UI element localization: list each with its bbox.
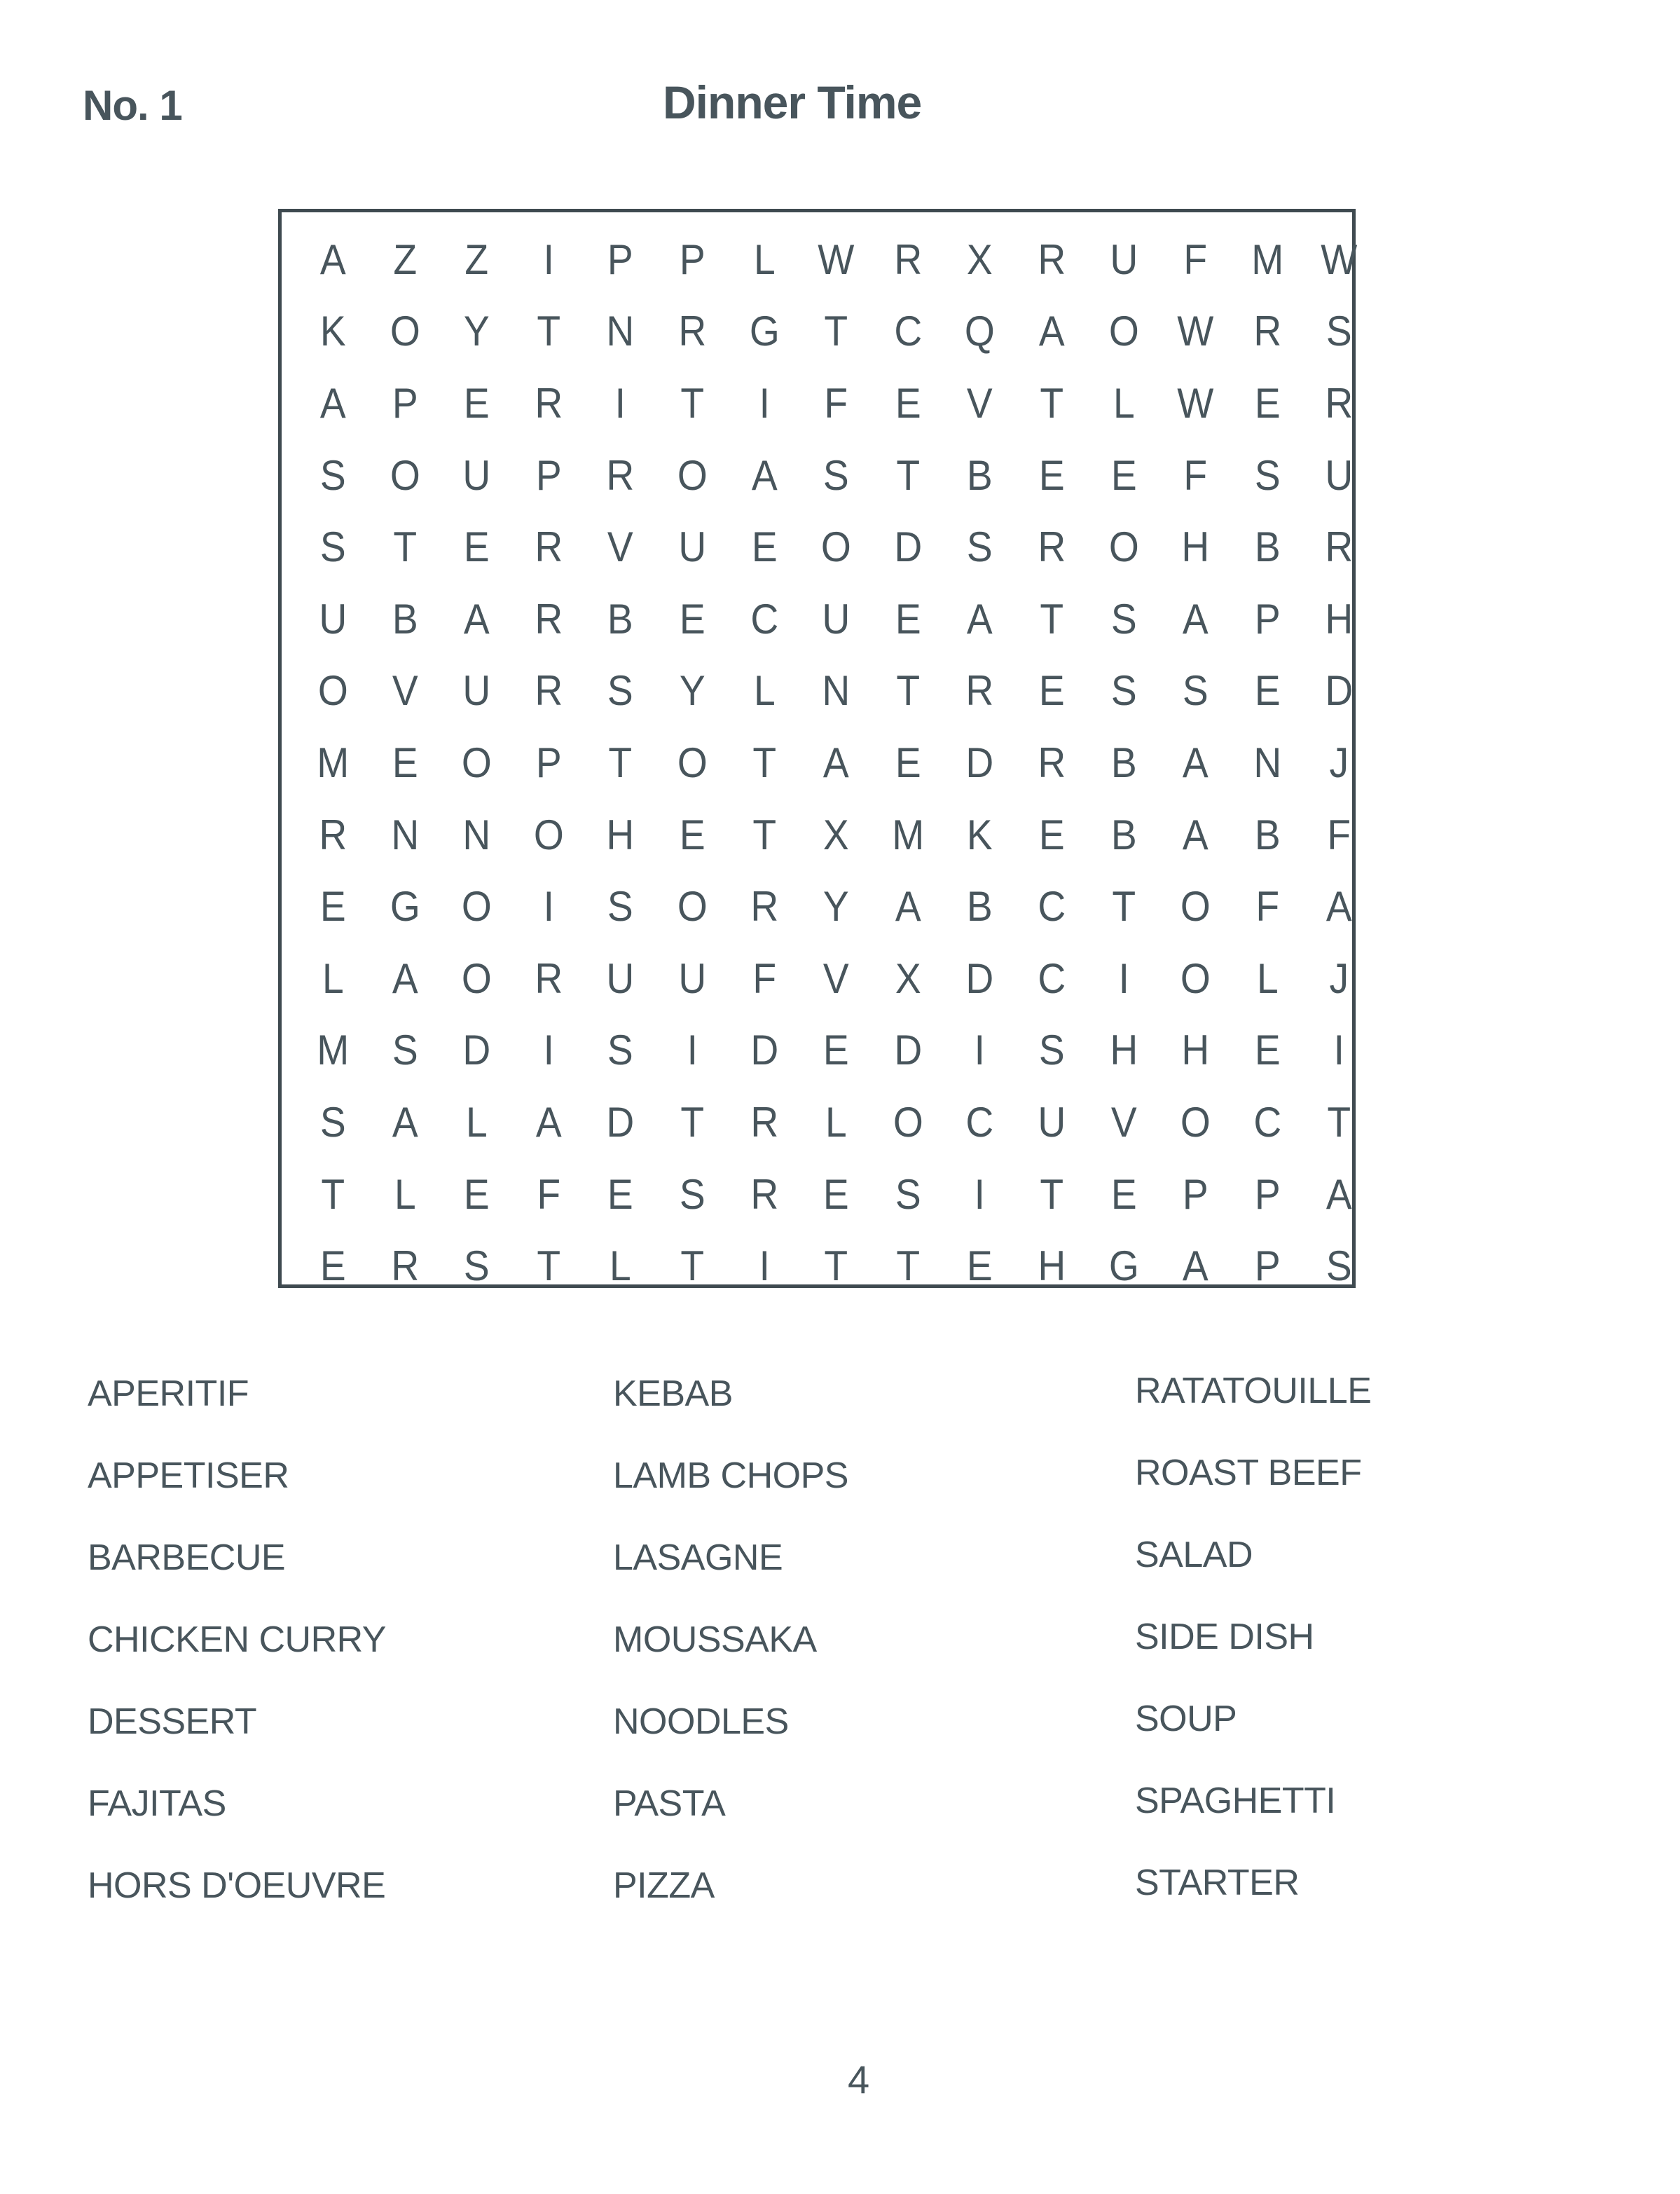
grid-cell: R: [606, 451, 635, 499]
grid-cell: I: [543, 883, 554, 931]
grid-cell: H: [1109, 1027, 1138, 1074]
grid-cell: A: [392, 1098, 418, 1146]
grid-cell: U: [678, 523, 707, 571]
letter-grid: [297, 224, 1375, 1302]
grid-cell: P: [392, 379, 418, 427]
grid-cell: B: [967, 451, 993, 499]
grid-cell: X: [967, 235, 993, 283]
grid-cell: E: [319, 883, 346, 931]
grid-cell: G: [749, 308, 780, 355]
grid-cell: A: [895, 883, 921, 931]
grid-cell: T: [824, 1242, 848, 1290]
grid-cell: D: [606, 1098, 635, 1146]
grid-cell: R: [1253, 308, 1281, 355]
grid-cell: L: [466, 1098, 488, 1146]
grid-cell: S: [607, 883, 634, 931]
grid-cell: P: [1254, 1170, 1281, 1218]
grid-cell: S: [1038, 1027, 1065, 1074]
grid-cell: A: [319, 379, 346, 427]
grid-cell: O: [317, 667, 348, 715]
grid-cell: Y: [679, 667, 705, 715]
grid-cell: B: [607, 595, 634, 643]
grid-cell: I: [543, 235, 554, 283]
grid-cell: C: [894, 308, 922, 355]
grid-cell: S: [1326, 308, 1353, 355]
grid-cell: O: [390, 308, 420, 355]
grid-cell: R: [319, 811, 347, 858]
grid-cell: L: [825, 1098, 847, 1146]
grid-cell: M: [1251, 235, 1284, 283]
grid-cell: D: [1325, 667, 1354, 715]
grid-cell: E: [392, 739, 418, 786]
grid-cell: E: [823, 1170, 849, 1218]
grid-cell: W: [1321, 235, 1358, 283]
grid-cell: R: [750, 883, 778, 931]
grid-cell: O: [462, 739, 492, 786]
grid-cell: S: [319, 451, 346, 499]
grid-cell: A: [1326, 1170, 1353, 1218]
grid-cell: E: [823, 1027, 849, 1074]
grid-cell: R: [1325, 379, 1354, 427]
grid-cell: O: [462, 954, 492, 1002]
grid-cell: B: [1254, 811, 1281, 858]
grid-cell: T: [608, 739, 633, 786]
grid-cell: R: [535, 379, 563, 427]
grid-cell: U: [606, 954, 635, 1002]
grid-cell: S: [1110, 667, 1137, 715]
grid-cell: V: [392, 667, 418, 715]
grid-cell: E: [967, 1242, 993, 1290]
word-search-grid-box: [278, 209, 1356, 1288]
grid-cell: S: [1254, 451, 1281, 499]
word-item: SALAD: [1135, 1535, 1253, 1575]
grid-cell: R: [678, 308, 707, 355]
grid-cell: T: [1111, 883, 1136, 931]
grid-cell: Q: [965, 308, 996, 355]
word-item: NOODLES: [613, 1701, 789, 1742]
grid-cell: C: [750, 595, 778, 643]
grid-cell: E: [895, 739, 921, 786]
grid-cell: C: [1038, 954, 1066, 1002]
grid-cell: S: [607, 667, 634, 715]
word-item: SPAGHETTI: [1135, 1781, 1336, 1821]
grid-cell: U: [319, 595, 347, 643]
grid-cell: W: [1177, 308, 1214, 355]
grid-cell: T: [537, 308, 560, 355]
grid-cell: R: [1325, 523, 1354, 571]
grid-cell: T: [321, 1170, 345, 1218]
grid-cell: R: [1038, 523, 1066, 571]
grid-cell: U: [1325, 451, 1354, 499]
grid-cell: E: [464, 379, 490, 427]
grid-cell: E: [464, 523, 490, 571]
grid-cell: A: [1038, 308, 1065, 355]
grid-cell: L: [610, 1242, 632, 1290]
grid-cell: N: [822, 667, 851, 715]
grid-cell: H: [1181, 1027, 1210, 1074]
grid-cell: A: [1183, 739, 1209, 786]
grid-cell: I: [974, 1170, 986, 1218]
grid-cell: S: [1110, 595, 1137, 643]
grid-cell: E: [319, 1242, 346, 1290]
grid-cell: K: [967, 811, 993, 858]
grid-cell: U: [462, 667, 491, 715]
grid-cell: R: [750, 1170, 778, 1218]
grid-cell: T: [1040, 1170, 1064, 1218]
grid-cell: O: [677, 739, 708, 786]
grid-cell: T: [680, 1242, 705, 1290]
grid-cell: C: [1253, 1098, 1281, 1146]
word-item: LAMB CHOPS: [613, 1455, 848, 1496]
grid-cell: R: [894, 235, 922, 283]
word-item: APERITIF: [88, 1373, 249, 1414]
grid-cell: I: [759, 1242, 770, 1290]
grid-cell: O: [1180, 883, 1211, 931]
grid-cell: O: [1108, 523, 1139, 571]
grid-cell: V: [607, 523, 634, 571]
grid-cell: T: [896, 451, 920, 499]
grid-cell: A: [319, 235, 346, 283]
grid-cell: O: [820, 523, 851, 571]
word-item: BARBECUE: [88, 1537, 286, 1578]
word-item: ROAST BEEF: [1135, 1453, 1362, 1493]
grid-cell: E: [1038, 811, 1065, 858]
grid-cell: H: [606, 811, 635, 858]
grid-cell: D: [894, 523, 922, 571]
grid-cell: N: [1253, 739, 1281, 786]
grid-cell: S: [679, 1170, 705, 1218]
word-item: STARTER: [1135, 1863, 1300, 1903]
grid-cell: F: [1255, 883, 1279, 931]
word-list-column-1: [88, 1370, 386, 1944]
grid-cell: A: [1326, 883, 1353, 931]
grid-cell: P: [1254, 595, 1281, 643]
grid-cell: G: [1108, 1242, 1139, 1290]
grid-cell: A: [1183, 595, 1209, 643]
grid-cell: Y: [823, 883, 849, 931]
grid-cell: S: [607, 1027, 634, 1074]
grid-cell: E: [1110, 451, 1137, 499]
grid-cell: T: [537, 1242, 560, 1290]
grid-cell: C: [1038, 883, 1066, 931]
grid-cell: E: [679, 595, 705, 643]
grid-cell: R: [1038, 235, 1066, 283]
grid-cell: T: [393, 523, 417, 571]
grid-cell: B: [967, 883, 993, 931]
grid-cell: O: [1180, 954, 1211, 1002]
grid-cell: F: [1327, 811, 1351, 858]
grid-cell: Z: [464, 235, 489, 283]
grid-cell: A: [823, 739, 849, 786]
grid-cell: P: [1254, 1242, 1281, 1290]
word-item: SOUP: [1135, 1699, 1237, 1739]
grid-cell: I: [1333, 1027, 1345, 1074]
grid-cell: H: [1181, 523, 1210, 571]
puzzle-number: No. 1: [83, 82, 182, 129]
grid-cell: R: [965, 667, 994, 715]
grid-cell: T: [1040, 379, 1064, 427]
word-item: KEBAB: [613, 1373, 733, 1414]
grid-cell: O: [533, 811, 564, 858]
grid-cell: T: [1040, 595, 1064, 643]
word-item: DESSERT: [88, 1701, 257, 1742]
grid-cell: F: [752, 954, 776, 1002]
grid-cell: R: [750, 1098, 778, 1146]
puzzle-title: Dinner Time: [663, 76, 922, 128]
grid-cell: E: [464, 1170, 490, 1218]
grid-cell: P: [535, 451, 562, 499]
grid-cell: E: [895, 595, 921, 643]
grid-cell: Z: [393, 235, 417, 283]
grid-cell: T: [1327, 1098, 1351, 1146]
grid-cell: U: [678, 954, 707, 1002]
grid-cell: O: [677, 451, 708, 499]
word-item: LASAGNE: [613, 1537, 783, 1578]
grid-cell: J: [1329, 739, 1349, 786]
grid-cell: V: [967, 379, 993, 427]
grid-cell: P: [1183, 1170, 1209, 1218]
grid-cell: T: [752, 811, 776, 858]
grid-cell: T: [680, 1098, 705, 1146]
grid-cell: T: [896, 1242, 920, 1290]
word-list-column-2: [613, 1370, 848, 1944]
grid-cell: A: [1183, 1242, 1209, 1290]
grid-cell: T: [896, 667, 920, 715]
grid-cell: D: [750, 1027, 778, 1074]
grid-cell: A: [464, 595, 490, 643]
grid-cell: I: [614, 379, 626, 427]
grid-cell: S: [464, 1242, 490, 1290]
word-item: HORS D'OEUVRE: [88, 1865, 386, 1906]
grid-cell: F: [1183, 235, 1208, 283]
grid-cell: B: [392, 595, 418, 643]
grid-cell: R: [1038, 739, 1066, 786]
grid-cell: T: [752, 739, 776, 786]
grid-cell: E: [1254, 667, 1281, 715]
grid-cell: I: [759, 379, 770, 427]
grid-cell: R: [535, 523, 563, 571]
grid-cell: P: [535, 739, 562, 786]
grid-cell: D: [462, 1027, 491, 1074]
grid-cell: L: [753, 235, 776, 283]
grid-cell: B: [1110, 811, 1137, 858]
grid-cell: E: [1038, 451, 1065, 499]
grid-cell: S: [895, 1170, 921, 1218]
grid-cell: E: [1038, 667, 1065, 715]
grid-cell: I: [687, 1027, 698, 1074]
grid-cell: R: [390, 1242, 419, 1290]
grid-cell: M: [317, 1027, 350, 1074]
grid-cell: E: [1254, 379, 1281, 427]
grid-cell: L: [394, 1170, 416, 1218]
grid-cell: D: [965, 739, 994, 786]
grid-cell: O: [462, 883, 492, 931]
grid-cell: M: [317, 739, 350, 786]
grid-cell: F: [824, 379, 848, 427]
grid-cell: N: [390, 811, 419, 858]
grid-cell: O: [390, 451, 420, 499]
word-item: APPETISER: [88, 1455, 289, 1496]
grid-cell: A: [967, 595, 993, 643]
grid-cell: K: [319, 308, 346, 355]
grid-cell: L: [1113, 379, 1135, 427]
word-item: PASTA: [613, 1783, 726, 1824]
grid-cell: E: [679, 811, 705, 858]
grid-cell: G: [390, 883, 420, 931]
grid-cell: X: [823, 811, 849, 858]
grid-cell: S: [319, 1098, 346, 1146]
grid-cell: E: [607, 1170, 634, 1218]
grid-cell: J: [1329, 954, 1349, 1002]
grid-cell: A: [535, 1098, 562, 1146]
grid-cell: O: [893, 1098, 923, 1146]
grid-cell: U: [462, 451, 491, 499]
grid-cell: D: [965, 954, 994, 1002]
grid-cell: O: [1108, 308, 1139, 355]
grid-cell: B: [1110, 739, 1137, 786]
grid-cell: U: [1038, 1098, 1066, 1146]
grid-cell: U: [822, 595, 851, 643]
grid-cell: B: [1254, 523, 1281, 571]
word-item: SIDE DISH: [1135, 1617, 1314, 1657]
word-item: MOUSSAKA: [613, 1619, 817, 1660]
grid-cell: L: [1256, 954, 1279, 1002]
grid-cell: N: [606, 308, 635, 355]
grid-cell: S: [319, 523, 346, 571]
grid-cell: L: [322, 954, 344, 1002]
grid-cell: O: [677, 883, 708, 931]
grid-cell: T: [824, 308, 848, 355]
grid-cell: W: [818, 235, 855, 283]
grid-cell: U: [1109, 235, 1138, 283]
grid-cell: I: [543, 1027, 554, 1074]
grid-cell: N: [462, 811, 491, 858]
grid-cell: S: [392, 1027, 418, 1074]
grid-cell: O: [1180, 1098, 1211, 1146]
grid-cell: H: [1325, 595, 1354, 643]
grid-cell: A: [392, 954, 418, 1002]
grid-cell: L: [753, 667, 776, 715]
grid-cell: R: [535, 595, 563, 643]
page-number: 4: [848, 2057, 870, 2102]
grid-cell: M: [892, 811, 925, 858]
grid-cell: Y: [464, 308, 490, 355]
grid-cell: X: [895, 954, 921, 1002]
grid-cell: W: [1177, 379, 1214, 427]
grid-cell: A: [1183, 811, 1209, 858]
grid-cell: R: [535, 667, 563, 715]
grid-cell: C: [965, 1098, 994, 1146]
word-list: [0, 1370, 1680, 1931]
word-item: RATATOUILLE: [1135, 1371, 1372, 1411]
grid-cell: D: [894, 1027, 922, 1074]
grid-cell: E: [1254, 1027, 1281, 1074]
grid-cell: I: [974, 1027, 986, 1074]
grid-cell: P: [607, 235, 634, 283]
word-item: FAJITAS: [88, 1783, 226, 1824]
grid-cell: S: [967, 523, 993, 571]
word-item: CHICKEN CURRY: [88, 1619, 386, 1660]
grid-cell: H: [1038, 1242, 1066, 1290]
grid-cell: P: [679, 235, 705, 283]
word-list-column-3: [1135, 1367, 1371, 1941]
grid-cell: S: [1183, 667, 1209, 715]
grid-cell: S: [1326, 1242, 1353, 1290]
grid-cell: A: [751, 451, 778, 499]
grid-cell: E: [751, 523, 778, 571]
grid-cell: E: [895, 379, 921, 427]
grid-cell: V: [823, 954, 849, 1002]
grid-cell: S: [823, 451, 849, 499]
grid-cell: E: [1110, 1170, 1137, 1218]
word-item: PIZZA: [613, 1865, 715, 1906]
grid-cell: T: [680, 379, 705, 427]
grid-cell: I: [1118, 954, 1129, 1002]
grid-cell: V: [1110, 1098, 1137, 1146]
grid-cell: F: [1183, 451, 1208, 499]
grid-cell: F: [537, 1170, 560, 1218]
grid-cell: R: [535, 954, 563, 1002]
